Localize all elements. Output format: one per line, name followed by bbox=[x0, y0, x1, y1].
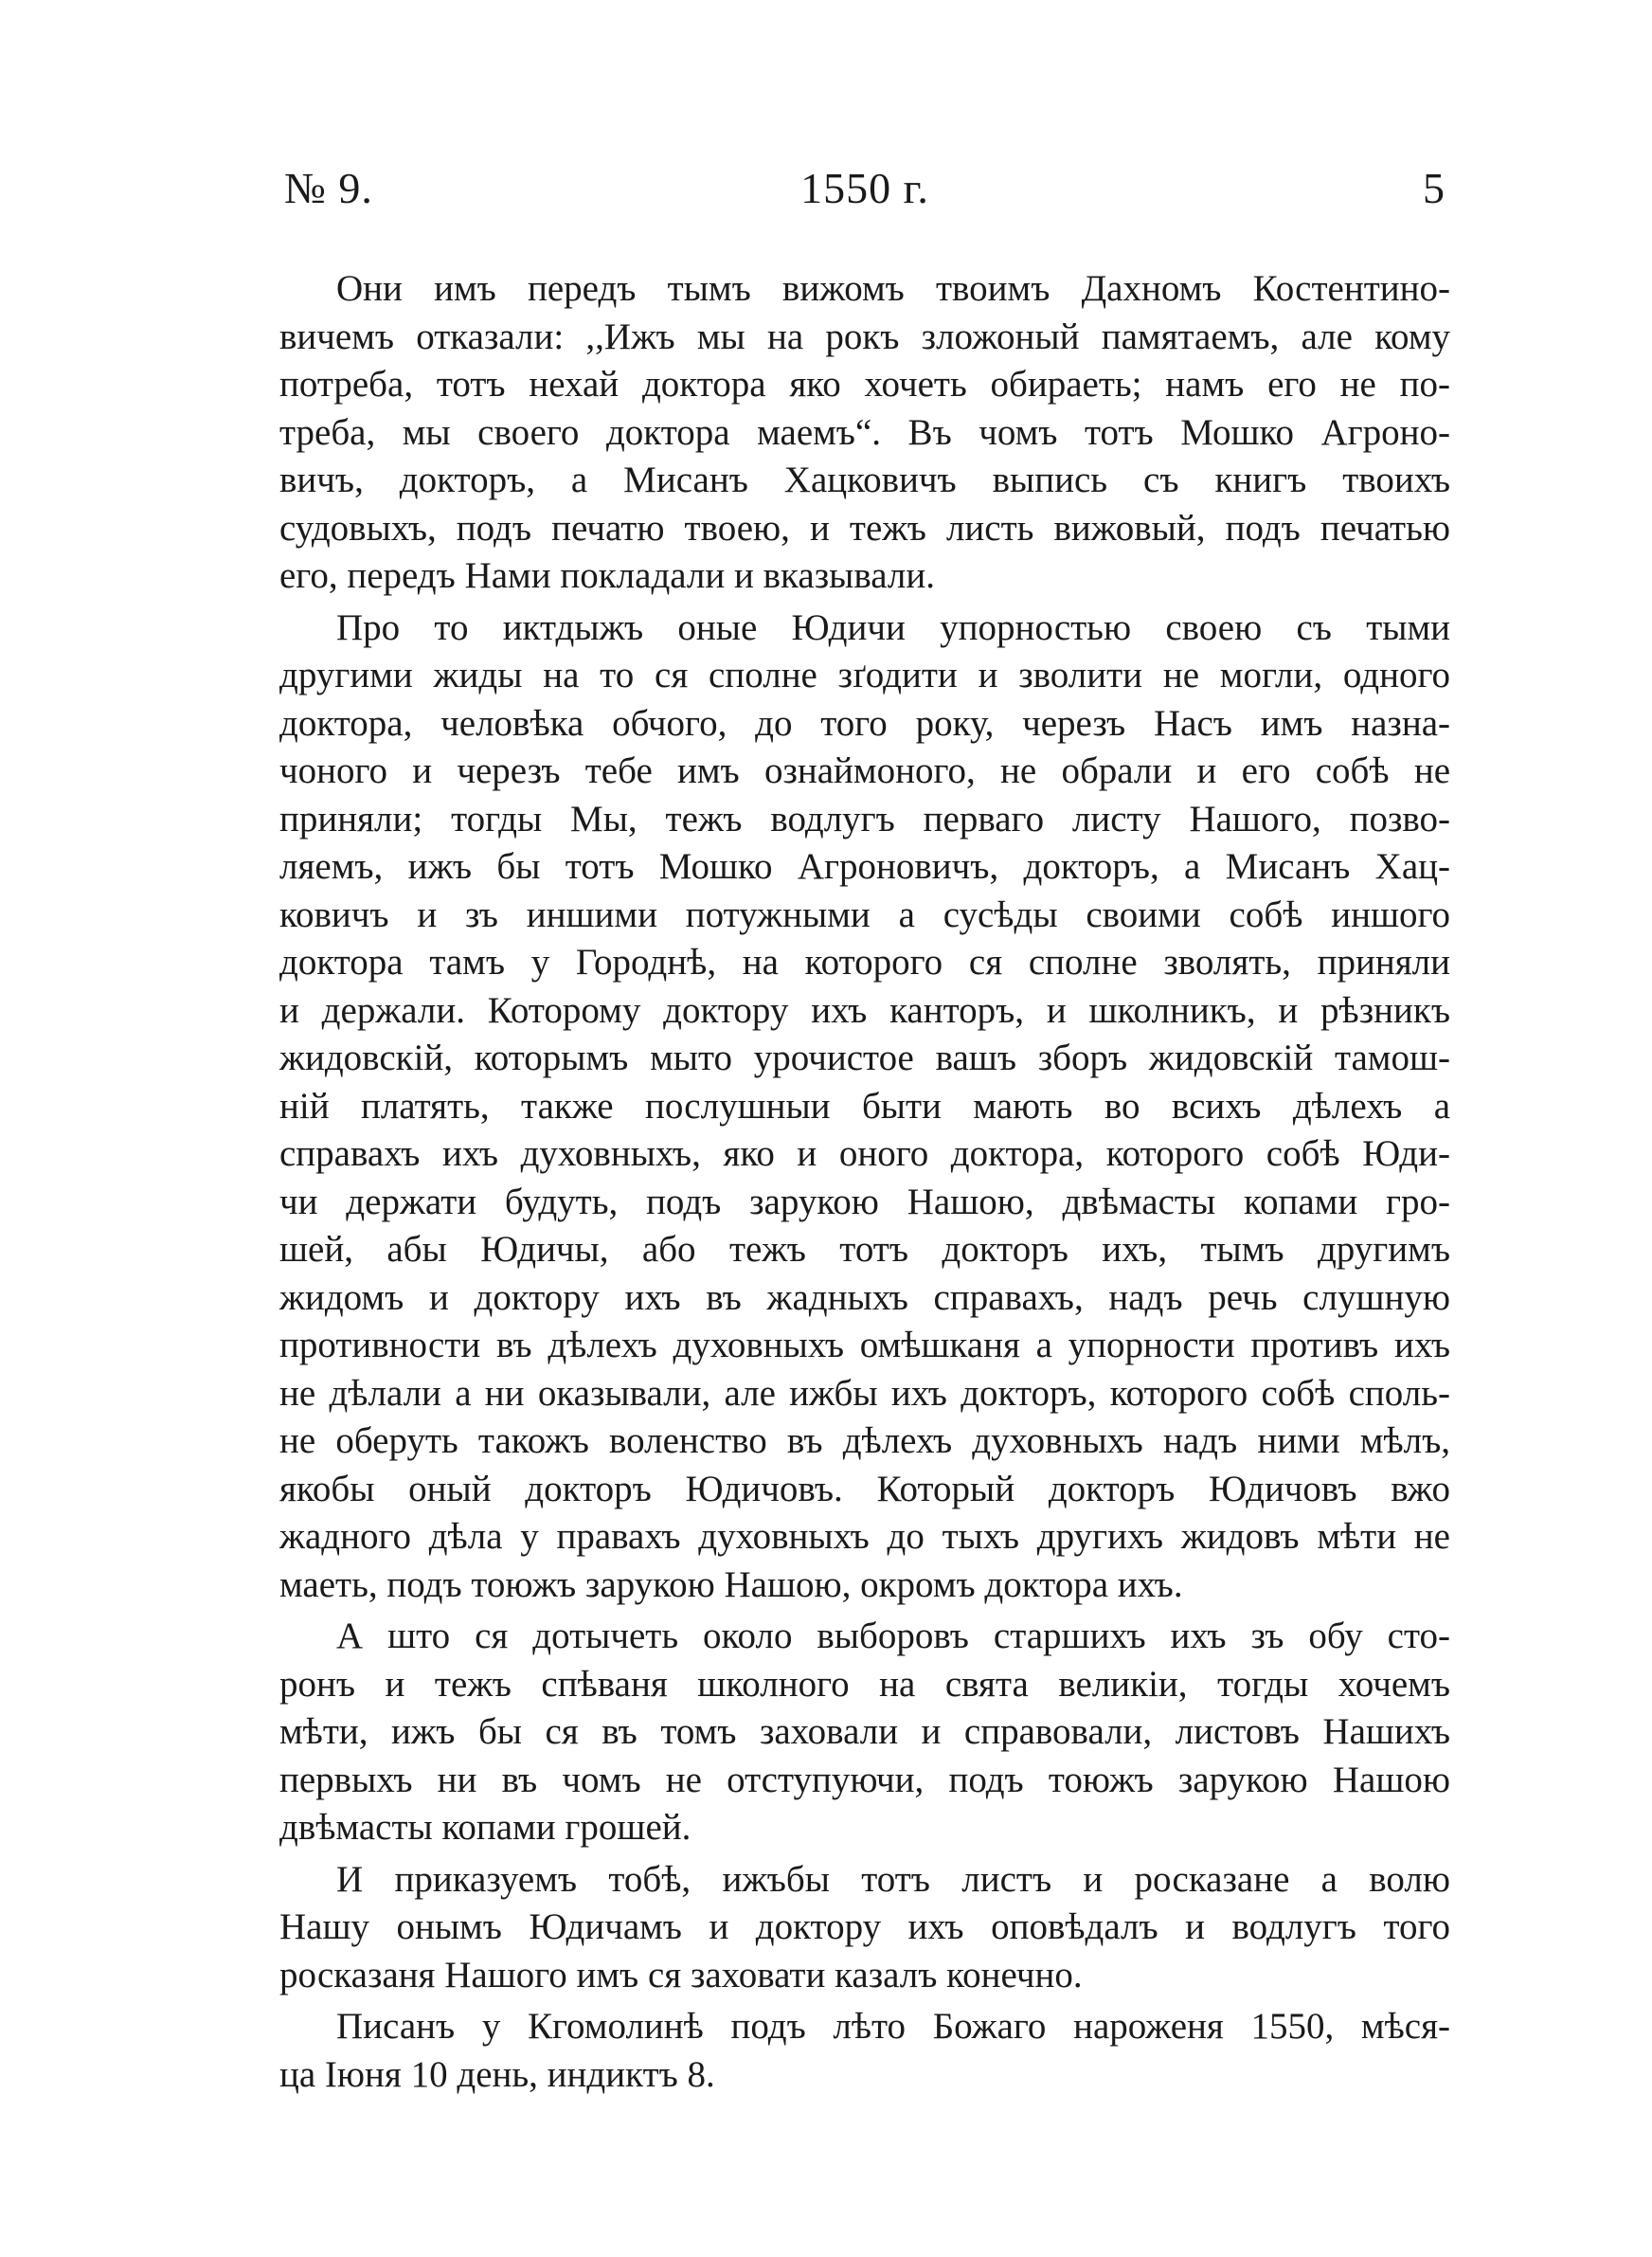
text-line: доктора тамъ у Городнѣ, на которого ся сполне зволять, приняли bbox=[279, 942, 1450, 983]
text-line: вичемъ отказали: ,,Ижъ мы на рокъ зложоный памятаемъ, але кому bbox=[279, 316, 1450, 357]
text-line: не дѣлали а ни оказывали, але ижбы ихъ докторъ, которого собѣ споль- bbox=[279, 1372, 1450, 1414]
text-line: потреба, тотъ нехай доктора яко хочеть обираеть; намъ его не по- bbox=[279, 364, 1450, 405]
text-line: ляемъ, ижъ бы тотъ Мошко Агроновичъ, докторъ, а Мисанъ Хац- bbox=[279, 846, 1450, 887]
document-year: 1550 г. bbox=[800, 164, 929, 212]
document-number: № 9. bbox=[284, 164, 373, 212]
text-line: А што ся дотычеть около выборовъ старшихъ ихъ зъ обу сто- bbox=[336, 1616, 1450, 1656]
text-line: ца Іюня 10 день, индиктъ 8. bbox=[279, 2053, 715, 2095]
text-line: треба, мы своего доктора маемъ“. Въ чомъ тотъ Мошко Агроно- bbox=[279, 411, 1450, 453]
text-line: Писанъ у Кгомолинѣ подъ лѣто Божаго нароженя 1550, мѣся- bbox=[336, 2006, 1450, 2047]
paragraph-3 bbox=[279, 1613, 1450, 1852]
text-line: Нашу онымъ Юдичамъ и доктору ихъ оповѣдалъ и водлугъ того bbox=[279, 1906, 1450, 1947]
text-line: его, передъ Нами покладали и вказывали. bbox=[279, 555, 935, 596]
text-line: мѣти, ижъ бы ся въ томъ заховали и справовали, листовъ Нашихъ bbox=[279, 1711, 1450, 1752]
text-line: якобы оный докторъ Юдичовъ. Который докторъ Юдичовъ вжо bbox=[279, 1468, 1450, 1509]
text-line: судовыхъ, подъ печатю твоею, и тежъ листь вижовый, подъ печатью bbox=[279, 507, 1450, 549]
text-line: не оберуть такожъ воленство въ дѣлехъ духовныхъ надъ ними мѣлъ, bbox=[279, 1420, 1450, 1461]
page-number: 5 bbox=[1423, 164, 1446, 212]
text-line: шей, абы Юдичы, або тежъ тотъ докторъ ихъ, тымъ другимъ bbox=[279, 1229, 1450, 1270]
paragraph-2 bbox=[279, 605, 1450, 1610]
text-line: жидовскій, которымъ мыто урочистое вашъ зборъ жидовскій тамош- bbox=[279, 1038, 1450, 1078]
text-line: Они имъ передъ тымъ вижомъ твоимъ Дахномъ Костентино- bbox=[336, 268, 1450, 309]
text-line: маеть, подъ тоюжъ зарукою Нашою, окромъ доктора ихъ. bbox=[279, 1563, 1183, 1605]
text-line: двѣмасты копами грошей. bbox=[279, 1807, 691, 1848]
text-line: чи держати будуть, подъ зарукою Нашою, двѣмасты копами гро- bbox=[279, 1181, 1450, 1222]
text-line: другими жиды на то ся сполне зґодити и зволити не могли, одного bbox=[279, 655, 1450, 695]
paragraph-4 bbox=[279, 1856, 1450, 2000]
text-line: жидомъ и доктору ихъ въ жадныхъ справахъ, надъ речь слушную bbox=[279, 1276, 1450, 1318]
text-line: ковичъ и зъ иншими потужными а сусѣды своими собѣ иншого bbox=[279, 894, 1450, 935]
text-line: вичъ, докторъ, а Мисанъ Хацковичъ выпись съ книгъ твоихъ bbox=[279, 460, 1450, 500]
page-header bbox=[284, 163, 1446, 229]
text-line: первыхъ ни въ чомъ не отступуючи, подъ тоюжъ зарукою Нашою bbox=[279, 1759, 1450, 1800]
text-line: Про то иктдыжъ оные Юдичи упорностью своею съ тыми bbox=[336, 606, 1450, 648]
text-line: приняли; тогды Мы, тежъ водлугъ перваго листу Нашого, позво- bbox=[279, 798, 1450, 840]
text-line: ронъ и тежъ спѣваня школного на свята великіи, тогды хочемъ bbox=[279, 1663, 1450, 1705]
text-line: росказаня Нашого имъ ся заховати казалъ конечно. bbox=[279, 1954, 1083, 1995]
text-line: доктора, человѣка обчого, до того року, черезъ Насъ имъ назна- bbox=[279, 702, 1450, 744]
text-line: чоного и черезъ тебе имъ ознаймоного, не обрали и его собѣ не bbox=[279, 750, 1450, 791]
text-line: жадного дѣла у правахъ духовныхъ до тыхъ другихъ жидовъ мѣти не bbox=[279, 1516, 1450, 1557]
text-line: противности въ дѣлехъ духовныхъ омѣшканя а упорности противъ ихъ bbox=[279, 1325, 1450, 1365]
body-text bbox=[279, 265, 1450, 2103]
text-line: ній платять, также послушныи быти мають во всихъ дѣлехъ а bbox=[279, 1085, 1450, 1127]
text-line: И приказуемъ тобѣ, ижъбы тотъ листъ и росказане а волю bbox=[336, 1858, 1450, 1900]
paragraph-5 bbox=[279, 2003, 1450, 2099]
text-line: справахъ ихъ духовныхъ, яко и оного доктора, которого собѣ Юди- bbox=[279, 1133, 1450, 1174]
paragraph-1 bbox=[279, 265, 1450, 601]
text-line: и держали. Которому доктору ихъ канторъ, и школникъ, и рѣзникъ bbox=[279, 989, 1450, 1031]
